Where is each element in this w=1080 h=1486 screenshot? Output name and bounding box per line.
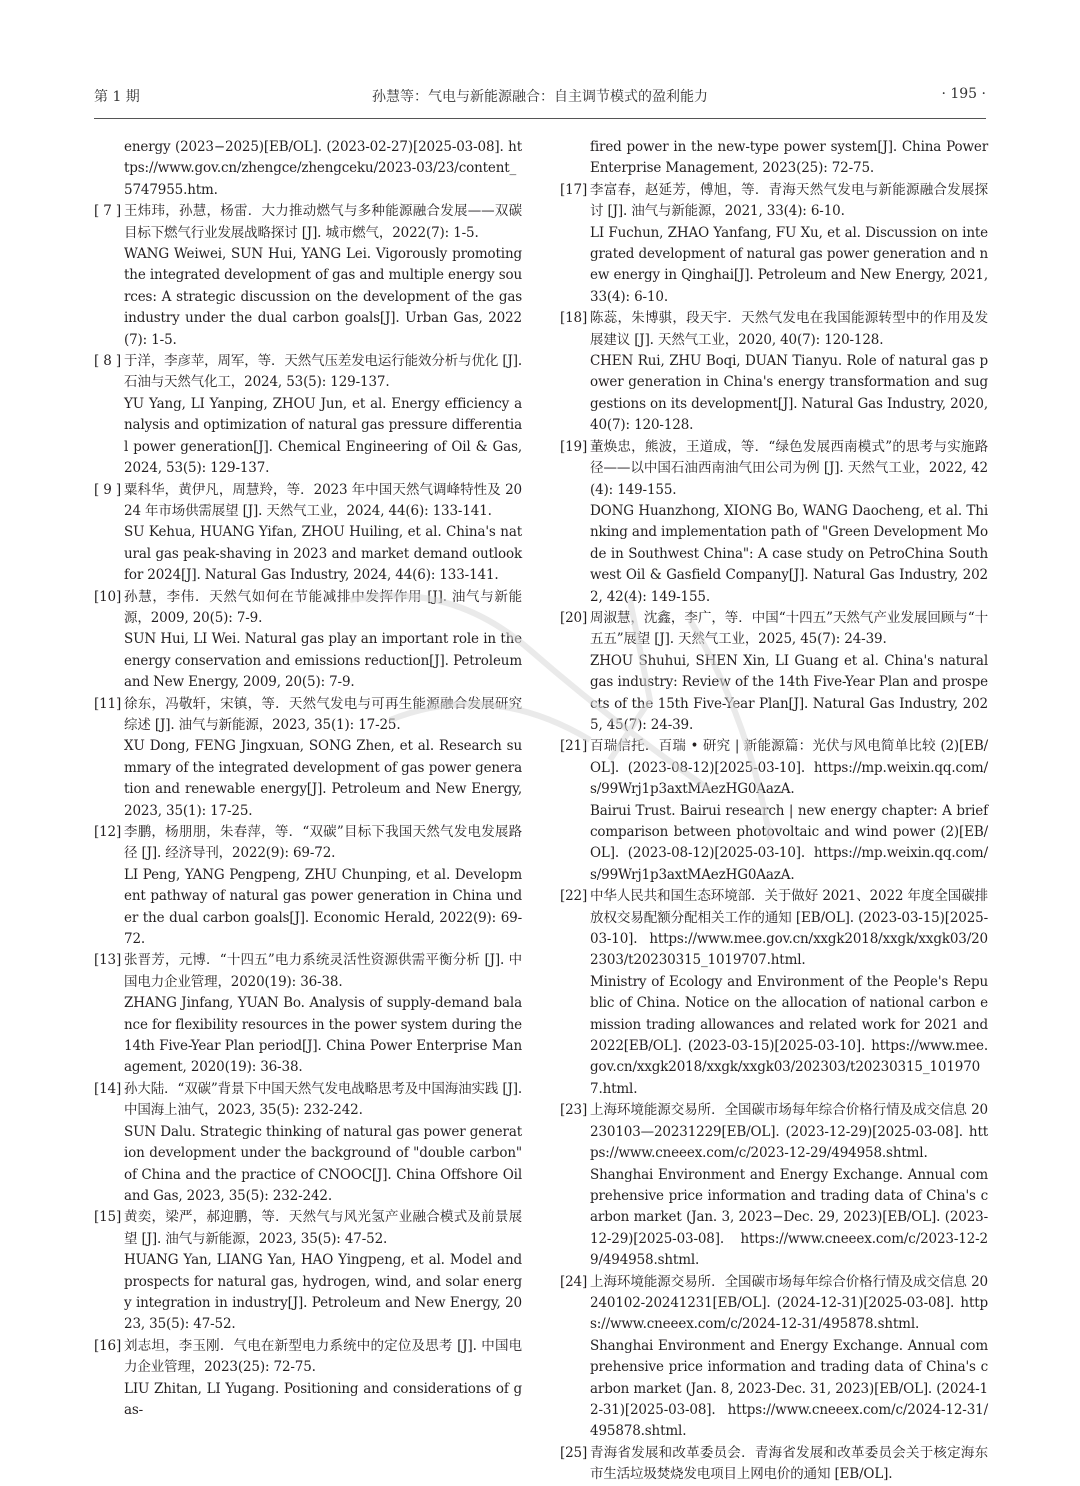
reference-entry	[94, 822, 522, 950]
reference-entry	[560, 1100, 988, 1271]
reference-text-translation: XU Dong, FENG Jingxuan, SONG Zhen, et al. Research summary of the integrated development of gas power generation and renewable energy[J]. Petroleum and New Energy, 2023, 35(1): 17-25.	[124, 738, 522, 819]
reference-number: [23]	[560, 1102, 588, 1119]
reference-text-translation: DONG Huanzhong, XIONG Bo, WANG Daocheng, et al. Thinking and implementation path of "Green Development Mode in Southwest China": A case study on PetroChina Southwest Oil & Gasfield Company[J]. Natural Gas Industry, 2022, 42(4): 149-155.	[590, 502, 988, 605]
reference-text-translation: LIU Zhitan, LI Yugang. Positioning and considerations of gas-	[124, 1380, 522, 1418]
reference-number: [10]	[94, 588, 122, 605]
reference-entry	[94, 351, 522, 479]
reference-number: [19]	[560, 438, 588, 455]
reference-text: 粟科华，黄伊凡，周慧羚，等．2023 年中国天然气调峰特性及 2024 年市场供需展望 [J]. 天然气工业，2024, 44(6): 133-141.	[124, 481, 522, 519]
reference-number: [17]	[560, 181, 588, 198]
reference-text-translation: ZHOU Shuhui, SHEN Xin, LI Guang et al. China's natural gas industry: Review of the 14th Five-Year Plan and prospects of the 15th Five-Year Plan[J]. Natural Gas Industry, 2025, 45(7): 24-39.	[590, 652, 988, 733]
reference-text: 孙大陆．“双碳”背景下中国天然气发电战略思考及中国海油实践 [J]. 中国海上油气，2023, 35(5): 232-242.	[124, 1080, 522, 1119]
reference-text-translation: YU Yang, LI Yanping, ZHOU Jun, et al. Energy efficiency analysis and optimization of natural gas pressure differential power generation[J]. Chemical Engineering of Oil & Gas, 2024, 53(5): 129-137.	[124, 395, 522, 477]
reference-text: 董焕忠，熊波，王道成，等．“绿色发展西南模式”的思考与实施路径——以中国石油西南油气田公司为例 [J]. 天然气工业，2022, 42(4): 149-155.	[590, 438, 988, 498]
reference-number: [11]	[94, 695, 122, 712]
reference-entry	[94, 694, 522, 822]
reference-number: [ 7 ]	[94, 203, 121, 220]
reference-text: 中华人民共和国生态环境部．关于做好 2021、2022 年度全国碳排放权交易配额分配相关工作的通知 [EB/OL]. (2023-03-15)[2025-03-10]. https://www.mee.gov.cn/xxgk2018/xxgk/xxgk03/202303/t20230315_1019707.html.	[590, 888, 988, 969]
reference-number: [13]	[94, 952, 122, 969]
references-right-column	[560, 137, 988, 1486]
reference-number: [12]	[94, 824, 122, 840]
reference-entry	[560, 308, 988, 436]
reference-number: [18]	[560, 310, 588, 327]
reference-text: 青海省发展和改革委员会．青海省发展和改革委员会关于核定海东市生活垃圾焚烧发电项目上网电价的通知 [EB/OL].	[590, 1444, 988, 1483]
reference-entry	[560, 1443, 988, 1486]
reference-text-translation: Shanghai Environment and Energy Exchange. Annual comprehensive price information and trading data of China's carbon market (Jan. 8, 2023-Dec. 31, 2023)[EB/OL]. (2024-12-31)[2025-03-08]. https://www.cneeex.com/c/2024-12-31/495878.shtml.	[590, 1337, 988, 1440]
reference-entry	[94, 587, 522, 694]
reference-text-translation: LI Peng, YANG Pengpeng, ZHU Chunping, et al. Development pathway of natural gas power generation in China under the dual carbon goals[J]. Economic Herald, 2022(9): 69-72.	[124, 866, 522, 948]
reference-entry	[560, 736, 988, 886]
reference-text: 上海环境能源交易所．全国碳市场每年综合价格行情及成交信息 20230103—20231229[EB/OL]. (2023-12-29)[2025-03-08]. https://www.cneeex.com/c/2023-12-29/494958.shtml.	[590, 1102, 988, 1162]
reference-entry	[94, 1336, 522, 1422]
reference-number: [ 9 ]	[94, 481, 121, 498]
reference-text: 刘志坦，李玉刚．气电在新型电力系统中的定位及思考 [J]. 中国电力企业管理，2023(25): 72-75.	[124, 1337, 522, 1376]
reference-text-translation: Bairui Trust. Bairui research | new energy chapter: A brief comparison between photovoltaic and wind power (2)[EB/OL]. (2023-08-12)[2025-03-10]. https://mp.weixin.qq.com/s/99Wrj1p3axtMAezHG0AazA.	[590, 802, 988, 883]
reference-entry	[560, 180, 988, 308]
reference-text-translation: HUANG Yan, LIANG Yan, HAO Yingpeng, et al. Model and prospects for natural gas, hydrogen, wind, and solar energy integration in industry[J]. Petroleum and New Energy, 2023, 35(5): 47-52.	[124, 1252, 522, 1333]
reference-text-translation: Shanghai Environment and Energy Exchange. Annual comprehensive price information and trading data of China's carbon market (Jan. 3, 2023−Dec. 29, 2023)[EB/OL]. (2023-12-29)[2025-03-08]. https://www.cneeex.com/c/2023-12-29/494958.shtml.	[590, 1166, 988, 1269]
running-title: 孙慧等：气电与新能源融合：自主调节模式的盈利能力	[372, 89, 708, 105]
reference-entry	[94, 137, 522, 201]
reference-text-translation: WANG Weiwei, SUN Hui, YANG Lei. Vigorously promoting the integrated development of gas and multiple energy sources: A strategic discussion on the development of the gas industry under the dual carbon goals[J]. Urban Gas, 2022(7): 1-5.	[124, 246, 522, 348]
reference-entry	[560, 886, 988, 1100]
issue-number: 第 1 期	[94, 89, 140, 105]
references-left-column	[94, 137, 522, 1421]
page-number: · 195 ·	[941, 86, 986, 102]
reference-number: [25]	[560, 1444, 588, 1461]
reference-text-translation: ZHANG Jinfang, YUAN Bo. Analysis of supply-demand balance for flexibility resources in the power system during the 14th Five-Year Plan period[J]. China Power Enterprise Management, 2020(19): 36-38.	[124, 995, 522, 1076]
reference-number: [ 8 ]	[94, 353, 121, 370]
reference-entry	[94, 1207, 522, 1335]
reference-entry	[94, 1079, 522, 1207]
reference-entry	[94, 950, 522, 1078]
reference-text: 上海环境能源交易所．全国碳市场每年综合价格行情及成交信息 20240102-20241231[EB/OL]. (2024-12-31)[2025-03-08]. https://www.cneeex.com/c/2024-12-31/495878.shtml.	[590, 1273, 988, 1333]
reference-number: [16]	[94, 1337, 122, 1354]
reference-number: [21]	[560, 738, 588, 755]
reference-text: fired power in the new-type power system[J]. China Power Enterprise Management, 2023(25): 72-75.	[590, 139, 988, 177]
reference-entry	[94, 201, 522, 351]
reference-number: [15]	[94, 1209, 122, 1226]
reference-number: [14]	[94, 1080, 122, 1097]
reference-entry	[560, 137, 988, 180]
reference-text: 孙慧，李伟．天然气如何在节能减排中发挥作用 [J]. 油气与新能源，2009, 20(5): 7-9.	[124, 588, 522, 626]
reference-text-translation: SUN Hui, LI Wei. Natural gas play an important role in the energy conservation and emissions reduction[J]. Petroleum and New Energy, 2009, 20(5): 7-9.	[124, 631, 522, 691]
reference-text: 王炜玮，孙慧，杨雷．大力推动燃气与多种能源融合发展——双碳目标下燃气行业发展战略探讨 [J]. 城市燃气，2022(7): 1-5.	[124, 203, 522, 241]
reference-text: 张晋芳，元博．“十四五”电力系统灵活性资源供需平衡分析 [J]. 中国电力企业管理，2020(19): 36-38.	[124, 952, 522, 990]
reference-entry	[94, 480, 522, 587]
reference-entry	[560, 1272, 988, 1443]
reference-text-translation: SUN Dalu. Strategic thinking of natural gas power generation development under the background of "double carbon" of China and the practice of CNOOC[J]. China Offshore Oil and Gas, 2023, 35(5): 232-242.	[124, 1123, 522, 1204]
reference-text: 百瑞信托．百瑞 • 研究 | 新能源篇：光伏与风电简单比较 (2)[EB/OL]. (2023-08-12)[2025-03-10]. https://mp.weixin.qq.com/s/99Wrj1p3axtMAezHG0AazA.	[590, 738, 988, 798]
page-header	[94, 86, 986, 108]
reference-text: energy (2023−2025)[EB/OL]. (2023-02-27)[2025-03-08]. https://www.gov.cn/zhengce/zhengceku/2023-03/23/content_5747955.htm.	[124, 139, 522, 198]
reference-text-translation: SU Kehua, HUANG Yifan, ZHOU Huiling, et al. China's natural gas peak-shaving in 2023 and market demand outlook for 2024[J]. Natural Gas Industry, 2024, 44(6): 133-141.	[124, 524, 522, 584]
reference-number: [22]	[560, 888, 588, 905]
reference-text: 徐东，冯敬轩，宋镇，等．天然气发电与可再生能源融合发展研究综述 [J]. 油气与新能源，2023, 35(1): 17-25.	[124, 695, 522, 733]
reference-text-translation: CHEN Rui, ZHU Boqi, DUAN Tianyu. Role of natural gas power generation in China's energy transformation and suggestions on its development[J]. Natural Gas Industry, 2020, 40(7): 120-128.	[590, 353, 988, 434]
reference-text: 黄奕，梁严，郝迎鹏，等．天然气与风光氢产业融合模式及前景展望 [J]. 油气与新能源，2023, 35(5): 47-52.	[124, 1209, 522, 1247]
reference-text-translation: LI Fuchun, ZHAO Yanfang, FU Xu, et al. Discussion on integrated development of natural gas power generation and new energy in Qinghai[J]. Petroleum and New Energy, 2021, 33(4): 6-10.	[590, 224, 988, 305]
header-rule	[94, 118, 986, 119]
reference-text: 于洋，李彦苹，周军，等．天然气压差发电运行能效分析与优化 [J]. 石油与天然气化工，2024, 53(5): 129-137.	[124, 353, 522, 391]
reference-text: 周淑慧，沈鑫，李广，等．中国“十四五”天然气产业发展回顾与“十五五”展望 [J]. 天然气工业，2025, 45(7): 24-39.	[590, 609, 988, 648]
reference-text: 李富春，赵延芳，傅旭，等．青海天然气发电与新能源融合发展探讨 [J]. 油气与新能源，2021, 33(4): 6-10.	[590, 181, 988, 220]
reference-entry	[560, 437, 988, 608]
reference-text: 李鹏，杨朋朋，朱春萍，等．“双碳”目标下我国天然气发电发展路径 [J]. 经济导刊，2022(9): 69-72.	[124, 824, 522, 862]
reference-number: [24]	[560, 1273, 588, 1290]
reference-text-translation: Ministry of Ecology and Environment of the People's Republic of China. Notice on the allocation of national carbon emission trading allowances and related work for 2021 and 2022[EB/OL]. (2023-03-15)[2025-03-10]. https://www.mee.gov.cn/xxgk2018/xxgk/xxgk03/202303/t20230315_1019707.html.	[590, 973, 988, 1097]
reference-number: [20]	[560, 609, 588, 626]
reference-text: 陈蕊，朱博骐，段天宇．天然气发电在我国能源转型中的作用及发展建议 [J]. 天然气工业，2020, 40(7): 120-128.	[590, 310, 988, 348]
reference-entry	[560, 608, 988, 736]
